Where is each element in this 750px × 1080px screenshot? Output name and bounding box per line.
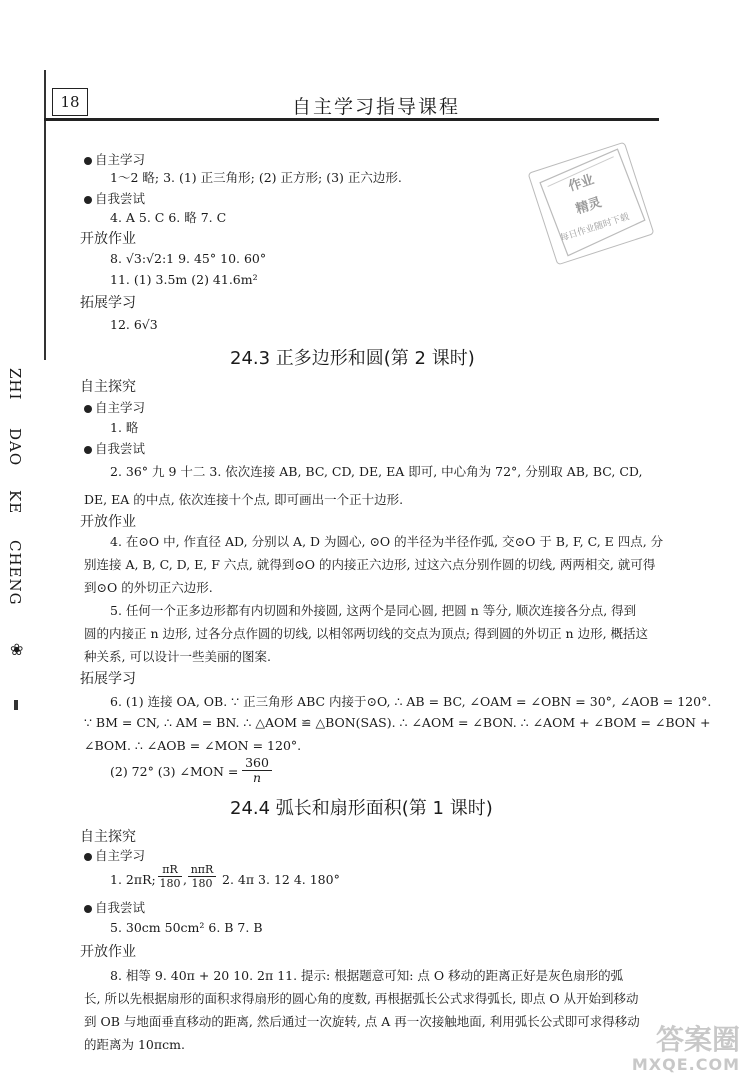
stamp-logo bbox=[528, 142, 655, 266]
heading-ziwo-changshi: 自我尝试 bbox=[84, 189, 145, 207]
heading-zizhu-xuexi: 自主学习 bbox=[84, 398, 145, 416]
bullet-icon bbox=[84, 157, 92, 165]
watermark-text-1: 答案圈 bbox=[655, 1023, 740, 1056]
fraction-numerator: 360 bbox=[242, 756, 272, 771]
answer-line: 种关系, 可以设计一些美丽的图案. bbox=[84, 649, 271, 664]
fraction-denominator: 180 bbox=[191, 877, 213, 890]
heading-ziwo-changshi: 自我尝试 bbox=[84, 898, 145, 916]
answer-line: 圆的内接正 n 边形, 过各分点作圆的切线, 以相邻两切线的交点为顶点; 得到圆的外切正 n 边形, 概括这 bbox=[84, 626, 649, 641]
answer-line: 1. 2πR; bbox=[110, 872, 156, 887]
answer-line: 到⊙O 的外切正六边形. bbox=[84, 580, 213, 595]
bullet-icon bbox=[84, 405, 92, 413]
left-margin-rule bbox=[44, 70, 46, 360]
section-title: 24.3 正多边形和圆(第 2 课时) bbox=[230, 348, 475, 369]
answer-line: (2) 72° (3) ∠MON = bbox=[110, 764, 239, 779]
answer-line: 5. 30cm 50cm² 6. B 7. B bbox=[110, 920, 263, 935]
side-text-dao: DAO bbox=[6, 428, 24, 467]
heading-zizhu-xuexi: 自主学习 bbox=[84, 150, 145, 168]
flower-icon: ❀ bbox=[10, 640, 24, 659]
watermark-text-2: MXQE.COM bbox=[631, 1055, 740, 1074]
answer-line: 11. (1) 3.5m (2) 41.6m² bbox=[110, 272, 258, 287]
answer-line: 1～2 略; 3. (1) 正三角形; (2) 正方形; (3) 正六边形. bbox=[110, 170, 402, 185]
heading-tuozhan: 拓展学习 bbox=[80, 671, 136, 687]
heading-kaifang: 开放作业 bbox=[80, 231, 136, 247]
answer-line: 1. 略 bbox=[110, 420, 139, 435]
header-rule bbox=[44, 118, 659, 121]
bullet-icon bbox=[84, 905, 92, 913]
side-text-cheng: CHENG bbox=[6, 540, 24, 606]
fraction-numerator: πR bbox=[158, 863, 182, 877]
stamp-text-2: 精灵 bbox=[574, 195, 604, 218]
bullet-icon bbox=[84, 446, 92, 454]
fraction-numerator: nπR bbox=[188, 863, 216, 877]
answer-line: DE, EA 的中点, 依次连接十个点, 即可画出一个正十边形. bbox=[84, 492, 404, 507]
answer-line: 长, 所以先根据扇形的面积求得扇形的圆心角的度数, 再根据弧长公式求得弧长, 即点 O 从开始到移动 bbox=[84, 991, 639, 1006]
answer-line: ∠BOM. ∴ ∠AOB = ∠MON = 120°. bbox=[84, 738, 302, 753]
section-title: 24.4 弧长和扇形面积(第 1 课时) bbox=[230, 798, 493, 819]
answer-line: 6. (1) 连接 OA, OB. ∵ 正三角形 ABC 内接于⊙O, ∴ AB = BC, ∠OAM = ∠OBN = 30°, ∠AOB = 120°. bbox=[110, 694, 712, 709]
fraction-denominator: n bbox=[252, 770, 262, 785]
heading-zizhu-tanjiu: 自主探究 bbox=[80, 829, 136, 845]
side-text-zhi: ZHI bbox=[6, 368, 24, 401]
stamp-text-3: 每日作业随时下载 bbox=[558, 212, 631, 244]
side-mark bbox=[14, 700, 18, 710]
answer-line: 2. 36° 九 9 十二 3. 依次连接 AB, BC, CD, DE, EA 即可, 中心角为 72°, 分别取 AB, BC, CD, bbox=[110, 464, 643, 479]
answer-line: 4. 在⊙O 中, 作直径 AD, 分别以 A, D 为圆心, ⊙O 的半径为半径作弧, 交⊙O 于 B, F, C, E 四点, 分 bbox=[110, 534, 664, 549]
fraction-denominator: 180 bbox=[159, 877, 181, 890]
watermark-logo bbox=[632, 1025, 740, 1074]
bullet-icon bbox=[84, 196, 92, 204]
answer-line: 的距离为 10πcm. bbox=[84, 1037, 185, 1052]
heading-ziwo-changshi: 自我尝试 bbox=[84, 439, 145, 457]
answer-line: ∵ BM = CN, ∴ AM = BN. ∴ △AOM ≌ △BON(SAS). ∴ ∠AOM = ∠BON. ∴ ∠AOM + ∠BOM = ∠BON + bbox=[84, 715, 711, 730]
heading-tuozhan: 拓展学习 bbox=[80, 295, 136, 311]
separator: , bbox=[183, 872, 187, 887]
book-title: 自主学习指导课程 bbox=[292, 96, 461, 118]
answer-line: 别连接 A, B, C, D, E, F 六点, 就得到⊙O 的内接正六边形, 过这六点分别作圆的切线, 两两相交, 就可得 bbox=[84, 557, 656, 572]
heading-kaifang: 开放作业 bbox=[80, 514, 136, 530]
heading-zizhu-xuexi: 自主学习 bbox=[84, 846, 145, 864]
answer-line: 4. A 5. C 6. 略 7. C bbox=[110, 210, 227, 225]
side-text-ke: KE bbox=[6, 490, 24, 515]
page-number: 18 bbox=[52, 88, 88, 116]
heading-kaifang: 开放作业 bbox=[80, 944, 136, 960]
answer-line: 到 OB 与地面垂直移动的距离, 然后通过一次旋转, 点 A 再一次接触地面, 利用弧长公式即可求得移动 bbox=[84, 1014, 640, 1029]
answer-line: 8. √3:√2:1 9. 45° 10. 60° bbox=[110, 251, 267, 266]
bullet-icon bbox=[84, 853, 92, 861]
answer-line: 8. 相等 9. 40π + 20 10. 2π 11. 提示: 根据题意可知: 点 O 移动的距离正好是灰色扇形的弧 bbox=[110, 968, 624, 983]
stamp-text-1: 作业 bbox=[566, 172, 597, 195]
answer-line: 2. 4π 3. 12 4. 180° bbox=[222, 872, 340, 887]
answer-line: 12. 6√3 bbox=[110, 317, 158, 332]
heading-zizhu-tanjiu: 自主探究 bbox=[80, 379, 136, 395]
answer-line: 5. 任何一个正多边形都有内切圆和外接圆, 这两个是同心圆, 把圆 n 等分, 顺次连接各分点, 得到 bbox=[110, 603, 637, 618]
